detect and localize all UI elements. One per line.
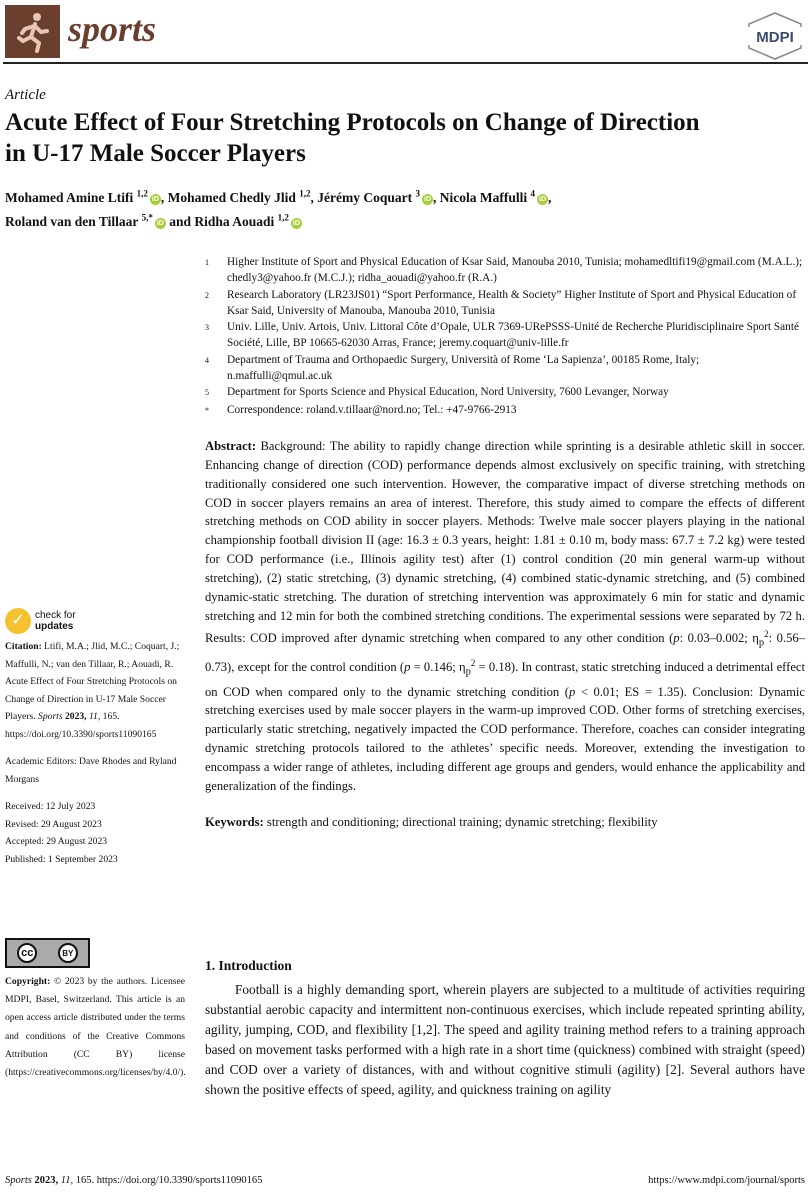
author[interactable]: and Ridha Aouadi $^{1,2}$iD <box>169 212 300 229</box>
author[interactable]: Nicola Maffulli $^4$iD , <box>439 188 552 205</box>
author[interactable]: Roland van den Tillaar $^{5,*}$iD <box>5 212 164 229</box>
header-rule <box>3 62 808 64</box>
citation: Citation: Ltifi, M.A.; Jlid, M.C.; Coquart, J.; Maffulli, N.; van den Tillaar, R.; Aouadi, R. Acute Effect of Four Stretching Protocols on Change of Direction in U-17 Male Soccer Players. Sports 2023, 11, 165. https://doi.org/10.3390/sports11090165 <box>5 641 180 740</box>
orcid-icon: iD <box>539 195 546 203</box>
mdpi-logo <box>745 12 805 60</box>
orcid-icon: iD <box>156 220 164 227</box>
keywords: Keywords: strength and conditioning; directional training; dynamic stretching; flexibility <box>205 815 658 829</box>
abstract: Abstract: Background: The ability to rapidly change direction while sprinting is a desirable athletic skill in soccer. Enhancing change of direction (COD) performance depends almost exclusively on specific training, with stretching traditionally considered one such intervention. However, the comparative impact of diverse stretching methods on COD in soccer players remains an area of interest. Therefore, this study aimed to compare the effects of different stretching methods on COD ability in soccer players. Methods: Twelve male soccer players playing in the national championship football division II (age: 16.3 ± 0.3 years, height: 1.81 ± 0.10 m, body mass: 67.7 ± 7.2 kg) were tested for COD performance (i.e., Illinois agility test) after (1) control condition (20 min general warm-up without stretching), (2) static stretching, (3) dynamic stretching, (4) combined static-dynamic stretching, and (5) combined dynamic-static stretching. The duration of stretching intervention was approximately 6 min for static and dynamic stretching and 12 min for both the combined stretching conditions. The experimental sessions were separated by 72 h. Results: COD improved after dynamic stretching when compared to any other condition (p: 0.03–0.002; $\eta_p^2$: 0.56–0.73), except for the control condition (p = 0.146; $\eta_p^2 = 0.18$). In contrast, static stretching induced a detrimental effect on COD when compared only to the dynamic stretching condition (p < 0.01; ES = 1.35). Conclusion: Dynamic stretching exercises used by male soccer players in the warm-up improved COD. Other forms of stretching exercises, particularly static stretching, negatively impacted the COD performance. Therefore, coaches can consider integrating dynamic stretching protocols tailored to the athletes’ specific needs. Moreover, extending the investigation to encompass a wider range of athletes, including different age groups and genders, would enhance the applicability and generalization of the findings. <box>205 439 806 793</box>
doi-link[interactable]: 165. https://doi.org/10.3390/sports11090165 <box>5 711 157 740</box>
attribution-icon: BY <box>58 943 78 963</box>
correspondence: * Correspondence: roland.v.tillaar@nord.no; Tel.: +47-9766-2913 <box>205 403 517 416</box>
svg-text:MDPI: MDPI <box>756 29 794 46</box>
affiliation: 3 Univ. Lille, Univ. Artois, Univ. Littoral Côte d’Opale, ULR 7369-URePSSS-Unité de Recherche Pluridisciplinaire Sport Santé Société, Lille, BP 10665-62030 Arras, France; jeremy.coquart@univ-lille.fr <box>205 321 799 350</box>
author[interactable]: Mohamed Chedly Jlid $^{1,2}$, <box>167 188 318 205</box>
revised-date: Revised: 29 August 2023 <box>5 818 102 830</box>
section-heading: 1. Introduction <box>205 958 292 973</box>
affiliations <box>205 254 805 419</box>
journal-name: sports <box>68 9 157 49</box>
article-type: Article <box>5 87 46 103</box>
introduction-text: Football is a highly demanding sport, wherein players are subjected to a multitude of activities requiring substantial aerobic capacity and intermittent non-continuous exercises, which include repeated sprinting ability, agility, jumping, COD, and flexibility [1,2]. The speed and agility training method refers to a training approach based on movement tasks performed with a high rate in a short time (quickness) combined with straight (speed) and COD over a variety of distances, with and without cognitive stimuli (agility) [2]. Several authors have shown the positive effects of speed, agility, and quickness training on agility <box>205 982 805 1097</box>
orcid-icon: iD <box>151 195 159 203</box>
author-list <box>5 183 795 232</box>
orcid-icon: iD <box>424 195 431 203</box>
published-date: Published: 1 September 2023 <box>5 853 118 865</box>
author[interactable]: Jérémy Coquart $^3$iD , <box>317 188 440 205</box>
cc-icon: cc <box>17 943 37 963</box>
affiliation: 5 Department for Sports Science and Physical Education, Nord University, 7600 Levanger, Norway <box>205 386 669 399</box>
orcid-icon: iD <box>292 220 300 227</box>
article-title: Acute Effect of Four Stretching Protocols on Change of Direction in U-17 Male Soccer Players <box>5 109 700 167</box>
footer-citation: Sports 2023, 11, 165. https://doi.org/10.3390/sports11090165 <box>5 1175 263 1186</box>
author[interactable]: Mohamed Amine Ltifi $^{1,2}$iD , <box>5 188 168 205</box>
affiliation: 4 Department of Trauma and Orthopaedic Surgery, Università of Rome ‘La Sapienza’, 00185 Rome, Italy; n.maffulli@qmul.ac.uk <box>205 353 700 383</box>
academic-editors: Academic Editors: Dave Rhodes and Ryland Morgans <box>5 756 177 785</box>
affiliation: 2 Research Laboratory (LR23JS01) “Sport Performance, Health & Society” Higher Institute of Sport and Physical Education of Ksar Said, University of Manouba, Manouba 2010, Tunisia <box>205 288 797 317</box>
sidebar <box>5 608 193 868</box>
cc-by-license-badge[interactable] <box>5 938 90 968</box>
affiliation: 1 Higher Institute of Sport and Physical Education of Ksar Said, Manouba 2010, Tunisia; mohamedltifi19@gmail.com (M.A.L.); chedly3@yahoo.fr (M.C.J.); ridha_aouadi@yahoo.fr (R.A.) <box>205 256 803 285</box>
check-for-updates-button[interactable]: ✓ check for updates <box>5 608 193 634</box>
footer-journal-url[interactable]: https://www.mdpi.com/journal/sports <box>648 1175 805 1186</box>
received-date: Received: 12 July 2023 <box>5 801 96 812</box>
runner-icon <box>13 11 53 53</box>
journal-logo <box>5 5 60 58</box>
check-icon: ✓ <box>5 608 31 634</box>
accepted-date: Accepted: 29 August 2023 <box>5 836 108 847</box>
copyright: Copyright: © 2023 by the authors. Licensee MDPI, Basel, Switzerland. This article is an open access article distributed under the terms and conditions of the Creative Commons Attribution (CC BY) license (https://creativecommons.org/licenses/by/4.0/). <box>5 976 186 1079</box>
